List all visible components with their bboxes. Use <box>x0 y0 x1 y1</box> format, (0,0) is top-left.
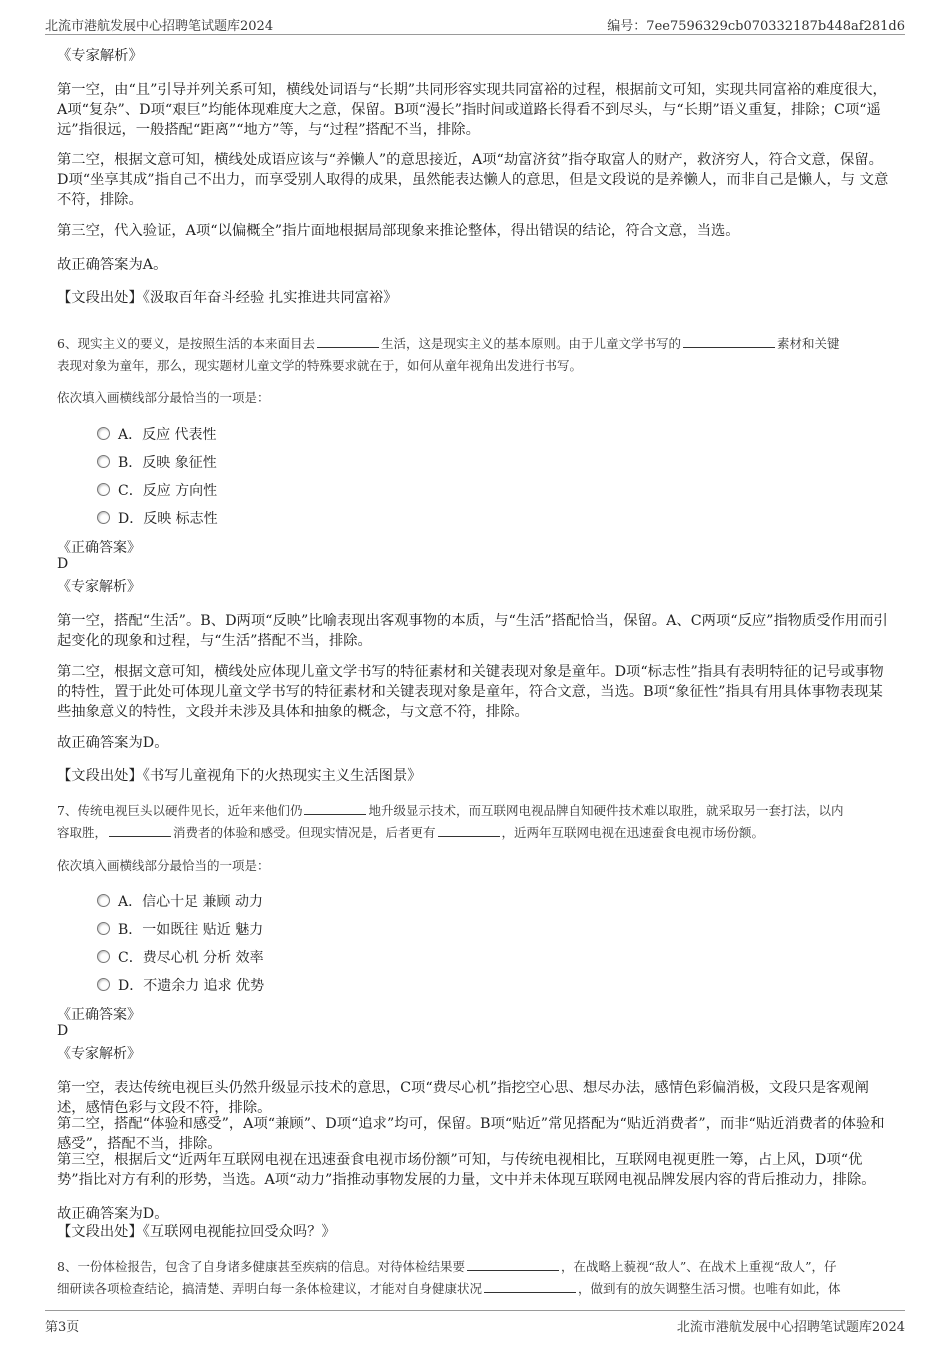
q7-analysis-p1: 第一空，表达传统电视巨头仍然升级显示技术的意思，C项“费尽心机”指挖空心思、想尽办法，感情色彩偏消极，文段只是客观阐述，感情色彩与文段不符，排除。 <box>57 1080 869 1116</box>
q7-option-b[interactable] <box>97 919 263 939</box>
q6-answer-label: 《正确答案》 <box>57 540 141 556</box>
q7-option-b-label: B．一如既往 贴近 魅力 <box>118 922 264 938</box>
q7-answer-label: 《正确答案》 <box>57 1007 141 1023</box>
q7-stem-part1: 7、传统电视巨头以硬件见长，近年来他们仍 <box>57 803 303 818</box>
q7-analysis-p2: 第二空，搭配“体验和感受”，A项“兼顾”、D项“追求”均可，保留。B项“贴近”常见搭配为“贴近消费者”，而非“贴近消费者的体验和感受”，搭配不当，排除。 <box>57 1116 885 1152</box>
q6-option-a-label: A．反应 代表性 <box>118 427 217 443</box>
q6-source: 【文段出处】《书写儿童视角下的火热现实主义生活图景》 <box>57 768 422 784</box>
radio-icon[interactable] <box>97 922 110 935</box>
footer-page-number: 第3页 <box>45 1320 80 1335</box>
q7-option-d-label: D．不遗余力 追求 优势 <box>118 978 265 994</box>
q6-answer-line: 故正确答案为D。 <box>57 735 169 751</box>
radio-icon[interactable] <box>97 483 110 496</box>
q8-stem-part3: 细研读各项检查结论，搞清楚、弄明白每一条体检建议，才能对自身健康状况 <box>57 1281 483 1296</box>
q6-option-d-label: D．反映 标志性 <box>118 511 218 527</box>
q7-option-c-label: C．费尽心机 分析 效率 <box>118 950 264 966</box>
q6-blank-1 <box>317 335 379 348</box>
q6-option-b[interactable] <box>97 452 217 472</box>
q8-stem-part4: ，做到有的放矢调整生活习惯。也唯有如此，体 <box>578 1281 841 1296</box>
q7-stem-part3: 容取胜， <box>57 825 108 840</box>
q6-option-b-label: B．反映 象征性 <box>118 455 217 471</box>
radio-icon[interactable] <box>97 427 110 440</box>
q7-option-d[interactable] <box>97 975 264 995</box>
radio-icon[interactable] <box>97 511 110 524</box>
q7-stem-part5: ，近两年互联网电视在迅速蚕食电视市场份额。 <box>501 825 765 840</box>
q7-source: 【文段出处】《互联网电视能拉回受众吗？》 <box>57 1224 336 1240</box>
header-title: 北流市港航发展中心招聘笔试题库2024 <box>45 19 274 34</box>
q6-stem-part3: 素材和关键 <box>776 336 840 351</box>
page-header <box>45 12 905 35</box>
q6-prompt: 依次填入画横线部分最恰当的一项是： <box>57 390 270 405</box>
q6-stem-part4: 表现对象为童年，那么，现实题材儿童文学的特殊要求就在于，如何从童年视角出发进行书写。 <box>57 358 583 373</box>
q7-blank-3 <box>438 824 500 837</box>
q8-blank-1 <box>467 1258 559 1271</box>
q7-prompt: 依次填入画横线部分最恰当的一项是： <box>57 858 270 873</box>
s5-expert-label: 《专家解析》 <box>57 48 143 64</box>
q6-analysis-p2: 第二空，根据文意可知，横线处应体现儿童文学书写的特征素材和关键表现对象是童年。D项“标志性”指具有表明特征的记号或事物的特性，置于此处可体现儿童文学书写的特征素材和关键表现对象是童年，符合文意，当选。B项“象征性”指具有用具体事物表现某些抽象意义的特性，文段并未涉及具体和抽象的概念，与文意不符，排除。 <box>57 664 884 720</box>
q8-blank-2 <box>484 1280 576 1293</box>
q7-blank-2 <box>109 824 171 837</box>
q7-expert-label: 《专家解析》 <box>57 1046 141 1062</box>
s5-analysis-p1: 第一空，由“且”引导并列关系可知，横线处词语与“长期”共同形容实现共同富裕的过程，根据前文可知，实现共同富裕的难度很大，A项“复杂”、D项“艰巨”均能体现难度大之意，保留。B项“漫长”指时间或道路长得看不到尽头，与“长期”语义重复，排除；C项“遥远”指很远，一般搭配“距离”“地方”等，与“过程”搭配不当，排除。 <box>57 82 887 138</box>
s5-analysis-p2: 第二空，根据文意可知，横线处成语应该与“养懒人”的意思接近，A项“劫富济贫”指夺取富人的财产，救济穷人，符合文意，保留。D项“坐享其成”指自己不出力，而享受别人取得的成果，虽然能表达懒人的意思，但是文段说的是养懒人，而非自己是懒人，与 文意 不符，排除。 <box>57 152 889 208</box>
radio-icon[interactable] <box>97 950 110 963</box>
q7-stem <box>57 800 893 844</box>
radio-icon[interactable] <box>97 894 110 907</box>
q7-stem-part4: 消费者的体验和感受。但现实情况是，后者更有 <box>173 825 436 840</box>
q7-answer-line: 故正确答案为D。 <box>57 1206 169 1222</box>
q6-blank-2 <box>683 335 775 348</box>
radio-icon[interactable] <box>97 978 110 991</box>
q6-option-d[interactable] <box>97 508 218 528</box>
q6-stem-part2: 生活，这是现实主义的基本原则。由于儿童文学书写的 <box>380 336 681 351</box>
s5-answer-line: 故正确答案为A。 <box>57 257 168 273</box>
page-footer <box>45 1310 905 1337</box>
q6-option-c[interactable] <box>97 480 217 500</box>
header-doc-id: 编号：7ee7596329cb070332187b448af281d6 <box>607 19 905 34</box>
q7-analysis-p3: 第三空，根据后文“近两年互联网电视在迅速蚕食电视市场份额”可知，与传统电视相比，互联网电视更胜一筹，占上风，D项“优势”指比对方有利的形势，当选。A项“动力”指推动事物发展的力量，文中并未体现互联网电视品牌发展内容的背后推动力，排除。 <box>57 1152 876 1188</box>
q8-stem-part1: 8、一份体检报告，包含了自身诸多健康甚至疾病的信息。对待体检结果要 <box>57 1259 465 1274</box>
q6-option-a[interactable] <box>97 424 217 444</box>
q7-option-a[interactable] <box>97 891 263 911</box>
q6-analysis-p1: 第一空，搭配“生活”。B、D两项“反映”比喻表现出客观事物的本质，与“生活”搭配恰当，保留。A、C两项“反应”指物质受作用而引起变化的现象和过程，与“生活”搭配不当，排除。 <box>57 613 888 649</box>
footer-title: 北流市港航发展中心招聘笔试题库2024 <box>676 1320 905 1335</box>
q7-answer: D <box>57 1023 69 1039</box>
q7-blank-1 <box>304 802 366 815</box>
q8-stem <box>57 1256 893 1300</box>
s5-source: 【文段出处】《汲取百年奋斗经验 扎实推进共同富裕》 <box>57 290 398 306</box>
q6-option-c-label: C．反应 方向性 <box>118 483 218 499</box>
q6-answer: D <box>57 556 69 572</box>
q6-stem <box>57 333 893 377</box>
q7-option-a-label: A．信心十足 兼顾 动力 <box>118 894 264 910</box>
q6-stem-part1: 6、现实主义的要义，是按照生活的本来面目去 <box>57 336 315 351</box>
radio-icon[interactable] <box>97 455 110 468</box>
q6-expert-label: 《专家解析》 <box>57 579 141 595</box>
s5-analysis-p3: 第三空，代入验证，A项“以偏概全”指片面地根据局部现象来推论整体，得出错误的结论，符合文意，当选。 <box>57 223 740 239</box>
q7-stem-part2: 地升级显示技术，而互联网电视品牌自知硬件技术难以取胜，就采取另一套打法，以内 <box>368 803 844 818</box>
q8-stem-part2: ，在战略上藐视“敌人”、在战术上重视“敌人”，仔 <box>560 1259 837 1274</box>
q7-option-c[interactable] <box>97 947 264 967</box>
